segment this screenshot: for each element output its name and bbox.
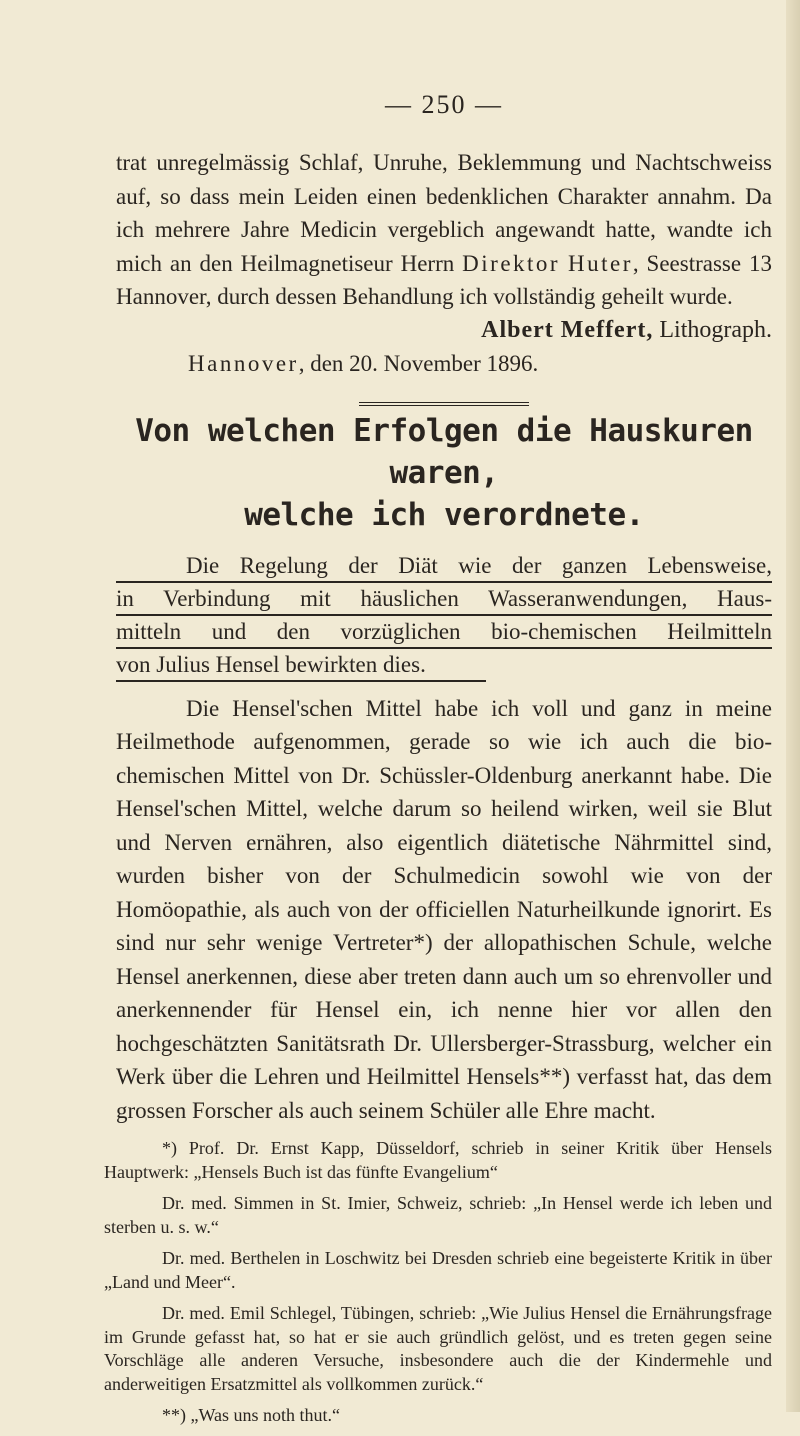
footnote: Dr. med. Emil Schlegel, Tübingen, schrieb: „Wie Julius Hensel die Ernährungsfrage im Grunde gefasst hat, so hat er sie auch gründlich gelöst, und es treten gegen seine Vorschläge alle anderen Versuche, insbesondere auch die der Kindermehle und anderweitigen Ersatzmittel als vollkommen zurück.“ <box>104 1303 772 1394</box>
section-heading-line-1: Von welchen Erfolgen die Hauskuren waren, <box>135 412 753 491</box>
date-text: , den 20. November 1896. <box>298 350 539 376</box>
direktor-word: Direktor <box>462 250 561 276</box>
footnotes <box>104 1137 772 1428</box>
underlined-line: von Julius Hensel bewirkten dies. <box>116 649 486 682</box>
footnote: Dr. med. Simmen in St. Imier, Schweiz, schrieb: „In Hensel werde ich leben und sterben u. s. w.“ <box>104 1193 772 1237</box>
section-heading <box>116 410 772 536</box>
place-name: Hannover <box>188 350 299 376</box>
place-date <box>188 347 772 380</box>
footnote: **) „Was uns noth thut.“ <box>162 1405 341 1425</box>
huter-name: Huter <box>568 250 633 276</box>
underlined-line: Die Regelung der Diät wie der ganzen Lebensweise, <box>116 550 772 583</box>
underlined-line: in Verbindung mit häuslichen Wasseranwendungen, Haus- <box>116 583 772 616</box>
signature <box>116 314 772 347</box>
underlined-line: mitteln und den vorzüglichen bio-chemischen Heilmitteln <box>116 616 772 649</box>
signature-role: Lithograph. <box>653 316 772 343</box>
page-number: — 250 — <box>385 90 503 119</box>
page-edge <box>786 0 800 1412</box>
footnote: Dr. med. Berthelen in Loschwitz bei Dresden schrieb eine begeisterte Kritik in über „Land und Meer“. <box>104 1248 772 1292</box>
testimonial-text-before: trat unregelmässig Schlaf, Unruhe, Beklemmung und Nachtschweiss auf, so dass mein Leiden einen bedenklichen Charakter annahm. Da ich mehrere Jahre Medicin vergeblich angewandt hatte, wandte ich mich an den Heilmagnetiseur Herrn <box>116 150 772 276</box>
footnote: *) Prof. Dr. Ernst Kapp, Düsseldorf, schrieb in seiner Kritik über Hensels Hauptwerk: „Hensels Buch ist das fünfte Evangelium“ <box>104 1138 772 1182</box>
section-heading-line-2: welche ich verordnete. <box>244 496 644 533</box>
testimonial-text-after: , Seestrasse 13 Hannover, durch dessen Behandlung ich vollständig geheilt wurde. <box>116 250 772 309</box>
section-divider <box>359 402 529 406</box>
page-content <box>104 90 772 1436</box>
underlined-intro <box>116 550 772 682</box>
main-paragraph: Die Hensel'schen Mittel habe ich voll und ganz in meine Heilmethode aufgenommen, gerade so wie ich auch die bio-chemischen Mittel von Dr. Schüssler-Oldenburg anerkannt habe. Die Hensel'schen Mittel, welche darum so heilend wirken, weil sie Blut und Nerven ernähren, also eigentlich diätetische Nährmittel sind, wurden bisher von der Schulmedicin sowohl wie von der Homöopathie, als auch von der officiellen Naturheilkunde ignorirt. Es sind nur sehr wenige Vertreter*) der allopathischen Schule, welche Hensel anerkennen, diese aber treten dann auch um so ehrenvoller und anerkennender für Hensel ein, ich nenne hier vor allen den hochgeschätzten Sanitätsrath Dr. Ullersberger-Strassburg, welcher ein Werk über die Lehren und Heilmittel Hensels**) verfasst hat, das dem grossen Forscher als auch seinem Schüler alle Ehre macht. <box>116 695 772 1123</box>
testimonial-paragraph <box>116 146 772 314</box>
signature-name: Albert Meffert, <box>481 316 654 343</box>
